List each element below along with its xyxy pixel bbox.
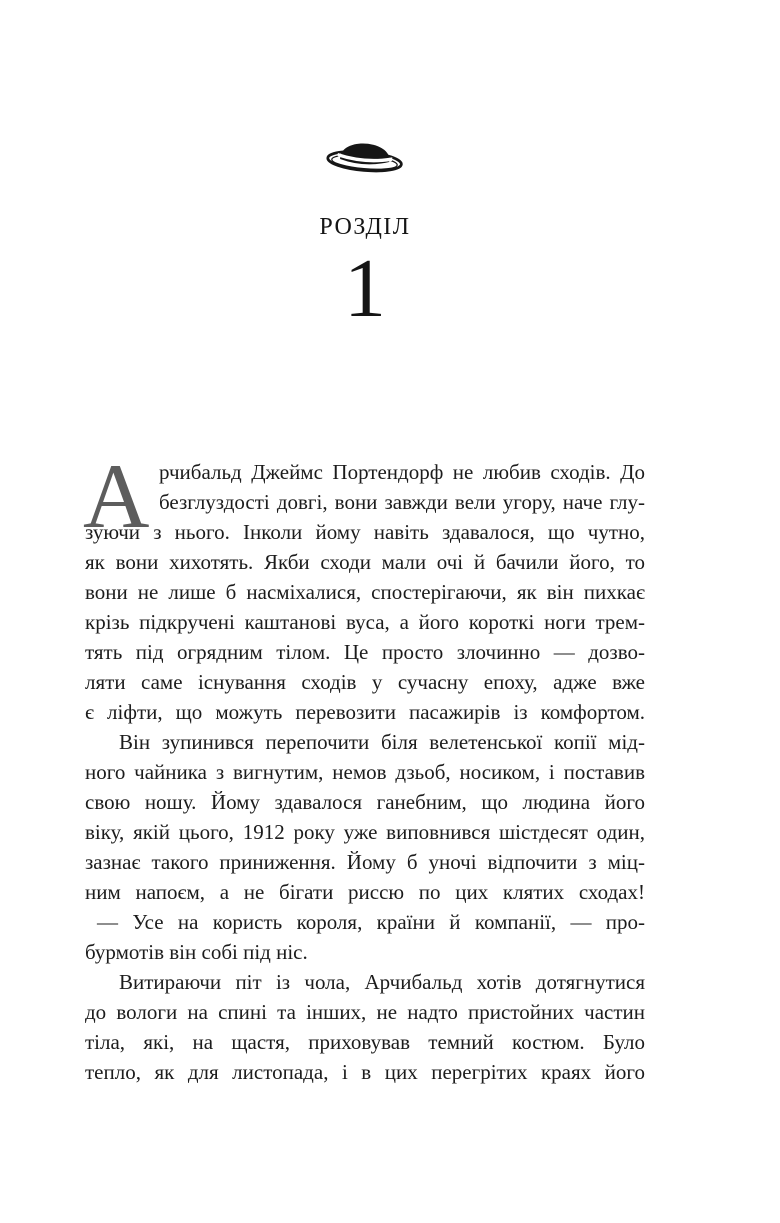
- text-line: є ліфти, що можуть перевозити пасажирів із комфортом.: [85, 700, 645, 724]
- text-line: тять під огрядним тілом. Це просто злочинно — дозво-: [85, 640, 645, 664]
- text-line: зуючи з нього. Інколи йому навіть здавалося, що чутно,: [85, 520, 645, 544]
- text-line: ним напоєм, а не бігати риссю по цих клятих сходах!: [85, 880, 645, 904]
- body-text: [83, 445, 645, 1087]
- text-line: бурмотів він собі під ніс.: [85, 940, 308, 964]
- text-line: ного чайника з вигнутим, немов дзьоб, носиком, і поставив: [85, 760, 645, 784]
- chapter-label: РОЗДІЛ: [319, 214, 411, 240]
- text-line: вони не лише б насміхалися, спостерігаючи, як він пихкає: [85, 580, 645, 604]
- text-line: свою ношу. Йому здавалося ганебним, що людина його: [85, 790, 645, 814]
- text-line: — Усе на користь короля, країни й компанії, — про-: [97, 910, 645, 934]
- text-line: ляти саме існування сходів у сучасну епоху, адже вже: [85, 670, 645, 694]
- chapter-number: 1: [344, 242, 386, 335]
- text-column: [85, 0, 645, 1223]
- bowler-hat-icon: [324, 125, 406, 186]
- text-line: безглуздості довгі, вони завжди вели угору, наче глу-: [159, 490, 645, 514]
- text-line: як вони хихотять. Якби сходи мали очі й бачили його, то: [85, 550, 645, 574]
- text-line: крізь підкручені каштанові вуса, а його короткі ноги трем-: [85, 610, 645, 634]
- drop-cap: А: [83, 445, 150, 547]
- text-line: зазнає такого приниження. Йому б уночі відпочити з міц-: [85, 850, 645, 874]
- text-line: віку, якій цього, 1912 року уже виповнився шістдесят один,: [85, 820, 645, 844]
- text-line: рчибальд Джеймс Портендорф не любив сходів. До: [159, 460, 645, 484]
- text-line: тіла, які, на щастя, приховував темний костюм. Було: [85, 1030, 645, 1054]
- text-line: до вологи на спині та інших, не надто пристойних частин: [85, 1000, 645, 1024]
- text-line: тепло, як для листопада, і в цих перегрітих краях його: [85, 1060, 645, 1084]
- text-line: Витираючи піт із чола, Арчибальд хотів дотягнутися: [119, 970, 645, 994]
- text-line: Він зупинився перепочити біля велетенської копії мід-: [119, 730, 645, 754]
